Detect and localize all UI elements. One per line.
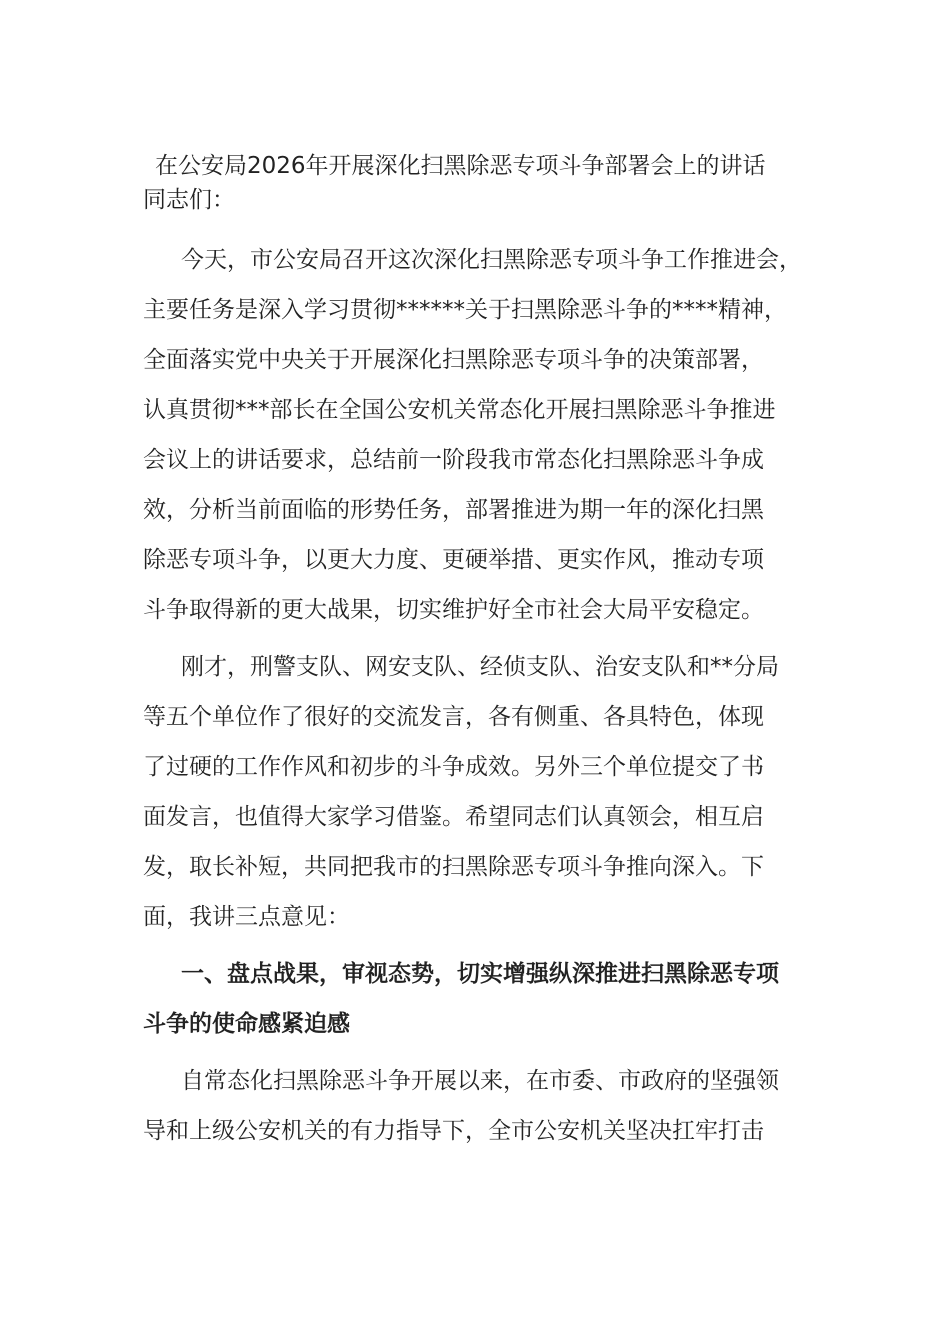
salutation: 同志们： xyxy=(143,187,235,213)
paragraph-2-line-1: 刚才，刑警支队、网安支队、经侦支队、治安支队和**分局 xyxy=(181,654,779,680)
paragraph-1-line-3: 全面落实党中央关于开展深化扫黑除恶专项斗争的决策部署， xyxy=(143,347,764,373)
document-title: 在公安局2026年开展深化扫黑除恶专项斗争部署会上的讲话 xyxy=(155,153,766,179)
paragraph-1-line-8: 斗争取得新的更大战果，切实维护好全市社会大局平安稳定。 xyxy=(143,597,764,623)
section-heading-line-1: 一、盘点战果，审视态势，切实增强纵深推进扫黑除恶专项 xyxy=(181,961,779,987)
paragraph-3-line-2: 导和上级公安机关的有力指导下，全市公安机关坚决扛牢打击 xyxy=(143,1118,764,1144)
paragraph-1-line-4: 认真贯彻***部长在全国公安机关常态化开展扫黑除恶斗争推进 xyxy=(143,397,776,423)
paragraph-1-line-6: 效，分析当前面临的形势任务，部署推进为期一年的深化扫黑 xyxy=(143,497,764,523)
paragraph-2-line-2: 等五个单位作了很好的交流发言，各有侧重、各具特色，体现 xyxy=(143,704,764,730)
section-heading-line-2: 斗争的使命感紧迫感 xyxy=(143,1011,350,1037)
paragraph-2-line-4: 面发言，也值得大家学习借鉴。希望同志们认真领会，相互启 xyxy=(143,804,764,830)
paragraph-2-line-3: 了过硬的工作作风和初步的斗争成效。另外三个单位提交了书 xyxy=(143,754,764,780)
paragraph-3-line-1: 自常态化扫黑除恶斗争开展以来，在市委、市政府的坚强领 xyxy=(181,1068,779,1094)
paragraph-1-line-7: 除恶专项斗争，以更大力度、更硬举措、更实作风，推动专项 xyxy=(143,547,764,573)
paragraph-1-line-5: 会议上的讲话要求，总结前一阶段我市常态化扫黑除恶斗争成 xyxy=(143,447,764,473)
paragraph-2-line-6: 面，我讲三点意见： xyxy=(143,904,350,930)
paragraph-1-line-2: 主要任务是深入学习贯彻******关于扫黑除恶斗争的****精神， xyxy=(143,297,787,323)
paragraph-1-line-1: 今天，市公安局召开这次深化扫黑除恶专项斗争工作推进会， xyxy=(181,247,802,273)
paragraph-2-line-5: 发，取长补短，共同把我市的扫黑除恶专项斗争推向深入。下 xyxy=(143,854,764,880)
